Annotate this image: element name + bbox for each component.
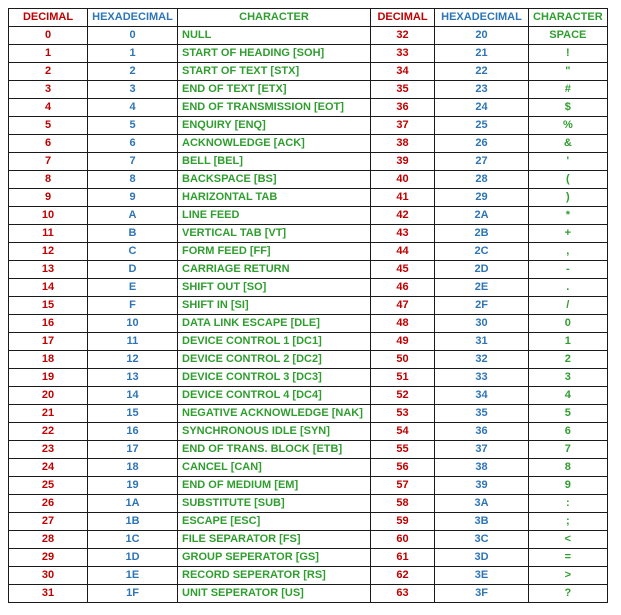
decimal-cell: 4 (9, 99, 88, 117)
decimal-cell: 59 (371, 513, 435, 531)
hexadecimal-cell: 1E (88, 567, 178, 585)
decimal-cell: 39 (371, 153, 435, 171)
hexadecimal-cell: 14 (88, 387, 178, 405)
table-row (9, 45, 608, 63)
hexadecimal-cell: A (88, 207, 178, 225)
table-row (9, 405, 608, 423)
hexadecimal-cell: 1D (88, 549, 178, 567)
character-name-cell: DEVICE CONTROL 3 [DC3] (178, 369, 371, 387)
table-row (9, 477, 608, 495)
decimal-cell: 7 (9, 153, 88, 171)
character-cell: * (529, 207, 608, 225)
decimal-cell: 52 (371, 387, 435, 405)
table-row (9, 279, 608, 297)
character-cell: 9 (529, 477, 608, 495)
character-name-cell: CANCEL [CAN] (178, 459, 371, 477)
table-row (9, 441, 608, 459)
character-cell: 5 (529, 405, 608, 423)
decimal-cell: 53 (371, 405, 435, 423)
table-row (9, 153, 608, 171)
character-name-cell: SHIFT OUT [SO] (178, 279, 371, 297)
character-name-cell: GROUP SEPERATOR [GS] (178, 549, 371, 567)
character-cell: $ (529, 99, 608, 117)
decimal-cell: 62 (371, 567, 435, 585)
character-name-cell: HARIZONTAL TAB (178, 189, 371, 207)
hexadecimal-cell: 13 (88, 369, 178, 387)
table-row (9, 333, 608, 351)
decimal-cell: 23 (9, 441, 88, 459)
decimal-cell: 30 (9, 567, 88, 585)
decimal-cell: 48 (371, 315, 435, 333)
hexadecimal-cell: 24 (435, 99, 529, 117)
hexadecimal-cell: 2F (435, 297, 529, 315)
table-row (9, 117, 608, 135)
hexadecimal-cell: 0 (88, 27, 178, 45)
hexadecimal-cell: C (88, 243, 178, 261)
decimal-cell: 38 (371, 135, 435, 153)
decimal-cell: 26 (9, 495, 88, 513)
hexadecimal-cell: 1B (88, 513, 178, 531)
hexadecimal-cell: 34 (435, 387, 529, 405)
decimal-cell: 35 (371, 81, 435, 99)
decimal-cell: 27 (9, 513, 88, 531)
decimal-cell: 57 (371, 477, 435, 495)
hexadecimal-cell: 39 (435, 477, 529, 495)
decimal-cell: 49 (371, 333, 435, 351)
decimal-cell: 42 (371, 207, 435, 225)
character-cell: 6 (529, 423, 608, 441)
hexadecimal-cell: F (88, 297, 178, 315)
hexadecimal-cell: 25 (435, 117, 529, 135)
character-cell: ( (529, 171, 608, 189)
hexadecimal-cell: 11 (88, 333, 178, 351)
decimal-cell: 16 (9, 315, 88, 333)
decimal-cell: 14 (9, 279, 88, 297)
hexadecimal-cell: 2C (435, 243, 529, 261)
hexadecimal-cell: 3F (435, 585, 529, 603)
decimal-cell: 9 (9, 189, 88, 207)
decimal-cell: 25 (9, 477, 88, 495)
decimal-cell: 8 (9, 171, 88, 189)
table-row (9, 387, 608, 405)
character-cell: ; (529, 513, 608, 531)
decimal-cell: 11 (9, 225, 88, 243)
hexadecimal-cell: B (88, 225, 178, 243)
decimal-cell: 12 (9, 243, 88, 261)
character-name-cell: ESCAPE [ESC] (178, 513, 371, 531)
character-name-cell: ACKNOWLEDGE [ACK] (178, 135, 371, 153)
hexadecimal-cell: 6 (88, 135, 178, 153)
decimal-cell: 10 (9, 207, 88, 225)
character-cell: , (529, 243, 608, 261)
decimal-cell: 50 (371, 351, 435, 369)
hexadecimal-cell: 1C (88, 531, 178, 549)
character-name-cell: DEVICE CONTROL 2 [DC2] (178, 351, 371, 369)
hexadecimal-cell: 15 (88, 405, 178, 423)
character-name-cell: BACKSPACE [BS] (178, 171, 371, 189)
header-character-2: CHARACTER (529, 9, 608, 27)
character-name-cell: DEVICE CONTROL 1 [DC1] (178, 333, 371, 351)
hexadecimal-cell: 12 (88, 351, 178, 369)
decimal-cell: 22 (9, 423, 88, 441)
table-row (9, 351, 608, 369)
character-cell: 4 (529, 387, 608, 405)
character-cell: % (529, 117, 608, 135)
hexadecimal-cell: 2 (88, 63, 178, 81)
hexadecimal-cell: D (88, 261, 178, 279)
character-name-cell: FILE SEPARATOR [FS] (178, 531, 371, 549)
decimal-cell: 43 (371, 225, 435, 243)
hexadecimal-cell: 20 (435, 27, 529, 45)
hexadecimal-cell: 10 (88, 315, 178, 333)
hexadecimal-cell: 1A (88, 495, 178, 513)
table-row (9, 549, 608, 567)
hexadecimal-cell: 29 (435, 189, 529, 207)
character-cell: ? (529, 585, 608, 603)
hexadecimal-cell: 5 (88, 117, 178, 135)
character-name-cell: DEVICE CONTROL 4 [DC4] (178, 387, 371, 405)
ascii-table (8, 8, 608, 603)
decimal-cell: 41 (371, 189, 435, 207)
character-cell: . (529, 279, 608, 297)
hexadecimal-cell: 3C (435, 531, 529, 549)
character-cell: & (529, 135, 608, 153)
header-decimal-1: DECIMAL (9, 9, 88, 27)
character-cell: ! (529, 45, 608, 63)
decimal-cell: 56 (371, 459, 435, 477)
decimal-cell: 15 (9, 297, 88, 315)
hexadecimal-cell: 27 (435, 153, 529, 171)
character-name-cell: END OF TEXT [ETX] (178, 81, 371, 99)
hexadecimal-cell: E (88, 279, 178, 297)
decimal-cell: 28 (9, 531, 88, 549)
decimal-cell: 32 (371, 27, 435, 45)
hexadecimal-cell: 1 (88, 45, 178, 63)
decimal-cell: 31 (9, 585, 88, 603)
hexadecimal-cell: 32 (435, 351, 529, 369)
hexadecimal-cell: 21 (435, 45, 529, 63)
hexadecimal-cell: 35 (435, 405, 529, 423)
decimal-cell: 54 (371, 423, 435, 441)
hexadecimal-cell: 19 (88, 477, 178, 495)
decimal-cell: 37 (371, 117, 435, 135)
character-name-cell: FORM FEED [FF] (178, 243, 371, 261)
hexadecimal-cell: 16 (88, 423, 178, 441)
character-name-cell: SUBSTITUTE [SUB] (178, 495, 371, 513)
table-row (9, 495, 608, 513)
character-cell: " (529, 63, 608, 81)
character-name-cell: LINE FEED (178, 207, 371, 225)
decimal-cell: 61 (371, 549, 435, 567)
decimal-cell: 45 (371, 261, 435, 279)
character-cell: / (529, 297, 608, 315)
hexadecimal-cell: 36 (435, 423, 529, 441)
decimal-cell: 18 (9, 351, 88, 369)
character-cell: - (529, 261, 608, 279)
character-name-cell: END OF MEDIUM [EM] (178, 477, 371, 495)
hexadecimal-cell: 38 (435, 459, 529, 477)
decimal-cell: 1 (9, 45, 88, 63)
hexadecimal-cell: 8 (88, 171, 178, 189)
character-cell: 2 (529, 351, 608, 369)
character-cell: > (529, 567, 608, 585)
hexadecimal-cell: 2D (435, 261, 529, 279)
character-cell: 7 (529, 441, 608, 459)
character-name-cell: SYNCHRONOUS IDLE [SYN] (178, 423, 371, 441)
decimal-cell: 47 (371, 297, 435, 315)
character-name-cell: RECORD SEPERATOR [RS] (178, 567, 371, 585)
hexadecimal-cell: 33 (435, 369, 529, 387)
table-row (9, 531, 608, 549)
character-cell: 1 (529, 333, 608, 351)
hexadecimal-cell: 31 (435, 333, 529, 351)
table-row (9, 207, 608, 225)
hexadecimal-cell: 2A (435, 207, 529, 225)
character-name-cell: END OF TRANS. BLOCK [ETB] (178, 441, 371, 459)
decimal-cell: 60 (371, 531, 435, 549)
hexadecimal-cell: 23 (435, 81, 529, 99)
table-row (9, 423, 608, 441)
table-row (9, 261, 608, 279)
table-row (9, 297, 608, 315)
hexadecimal-cell: 3 (88, 81, 178, 99)
hexadecimal-cell: 4 (88, 99, 178, 117)
character-cell: ) (529, 189, 608, 207)
character-name-cell: SHIFT IN [SI] (178, 297, 371, 315)
table-row (9, 81, 608, 99)
table-row (9, 459, 608, 477)
header-character-1: CHARACTER (178, 9, 371, 27)
character-name-cell: CARRIAGE RETURN (178, 261, 371, 279)
hexadecimal-cell: 30 (435, 315, 529, 333)
decimal-cell: 5 (9, 117, 88, 135)
table-body (9, 27, 608, 603)
character-name-cell: ENQUIRY [ENQ] (178, 117, 371, 135)
hexadecimal-cell: 28 (435, 171, 529, 189)
hexadecimal-cell: 3D (435, 549, 529, 567)
character-cell: SPACE (529, 27, 608, 45)
header-decimal-2: DECIMAL (371, 9, 435, 27)
table-row (9, 189, 608, 207)
character-name-cell: UNIT SEPERATOR [US] (178, 585, 371, 603)
character-cell: = (529, 549, 608, 567)
hexadecimal-cell: 3E (435, 567, 529, 585)
decimal-cell: 24 (9, 459, 88, 477)
hexadecimal-cell: 17 (88, 441, 178, 459)
table-row (9, 315, 608, 333)
table-row (9, 513, 608, 531)
character-cell: : (529, 495, 608, 513)
hexadecimal-cell: 3A (435, 495, 529, 513)
decimal-cell: 2 (9, 63, 88, 81)
character-cell: ' (529, 153, 608, 171)
character-cell: # (529, 81, 608, 99)
hexadecimal-cell: 2E (435, 279, 529, 297)
ascii-table-container (8, 8, 608, 603)
decimal-cell: 21 (9, 405, 88, 423)
character-name-cell: START OF HEADING [SOH] (178, 45, 371, 63)
table-row (9, 63, 608, 81)
header-hexadecimal-1: HEXADECIMAL (88, 9, 178, 27)
table-row (9, 135, 608, 153)
table-row (9, 171, 608, 189)
decimal-cell: 40 (371, 171, 435, 189)
character-cell: < (529, 531, 608, 549)
decimal-cell: 44 (371, 243, 435, 261)
decimal-cell: 0 (9, 27, 88, 45)
decimal-cell: 46 (371, 279, 435, 297)
decimal-cell: 63 (371, 585, 435, 603)
header-hexadecimal-2: HEXADECIMAL (435, 9, 529, 27)
character-name-cell: DATA LINK ESCAPE [DLE] (178, 315, 371, 333)
decimal-cell: 34 (371, 63, 435, 81)
decimal-cell: 17 (9, 333, 88, 351)
decimal-cell: 13 (9, 261, 88, 279)
hexadecimal-cell: 18 (88, 459, 178, 477)
decimal-cell: 6 (9, 135, 88, 153)
hexadecimal-cell: 22 (435, 63, 529, 81)
decimal-cell: 33 (371, 45, 435, 63)
character-cell: + (529, 225, 608, 243)
character-name-cell: NULL (178, 27, 371, 45)
decimal-cell: 19 (9, 369, 88, 387)
table-row (9, 567, 608, 585)
hexadecimal-cell: 7 (88, 153, 178, 171)
character-cell: 8 (529, 459, 608, 477)
decimal-cell: 29 (9, 549, 88, 567)
character-name-cell: NEGATIVE ACKNOWLEDGE [NAK] (178, 405, 371, 423)
decimal-cell: 36 (371, 99, 435, 117)
decimal-cell: 58 (371, 495, 435, 513)
character-name-cell: VERTICAL TAB [VT] (178, 225, 371, 243)
table-row (9, 27, 608, 45)
decimal-cell: 51 (371, 369, 435, 387)
table-row (9, 225, 608, 243)
character-cell: 3 (529, 369, 608, 387)
decimal-cell: 3 (9, 81, 88, 99)
character-cell: 0 (529, 315, 608, 333)
table-row (9, 369, 608, 387)
hexadecimal-cell: 3B (435, 513, 529, 531)
decimal-cell: 55 (371, 441, 435, 459)
character-name-cell: START OF TEXT [STX] (178, 63, 371, 81)
hexadecimal-cell: 1F (88, 585, 178, 603)
hexadecimal-cell: 2B (435, 225, 529, 243)
hexadecimal-cell: 9 (88, 189, 178, 207)
hexadecimal-cell: 37 (435, 441, 529, 459)
header-row (9, 9, 608, 27)
hexadecimal-cell: 26 (435, 135, 529, 153)
character-name-cell: END OF TRANSMISSION [EOT] (178, 99, 371, 117)
character-name-cell: BELL [BEL] (178, 153, 371, 171)
table-row (9, 99, 608, 117)
table-row (9, 243, 608, 261)
table-row (9, 585, 608, 603)
decimal-cell: 20 (9, 387, 88, 405)
